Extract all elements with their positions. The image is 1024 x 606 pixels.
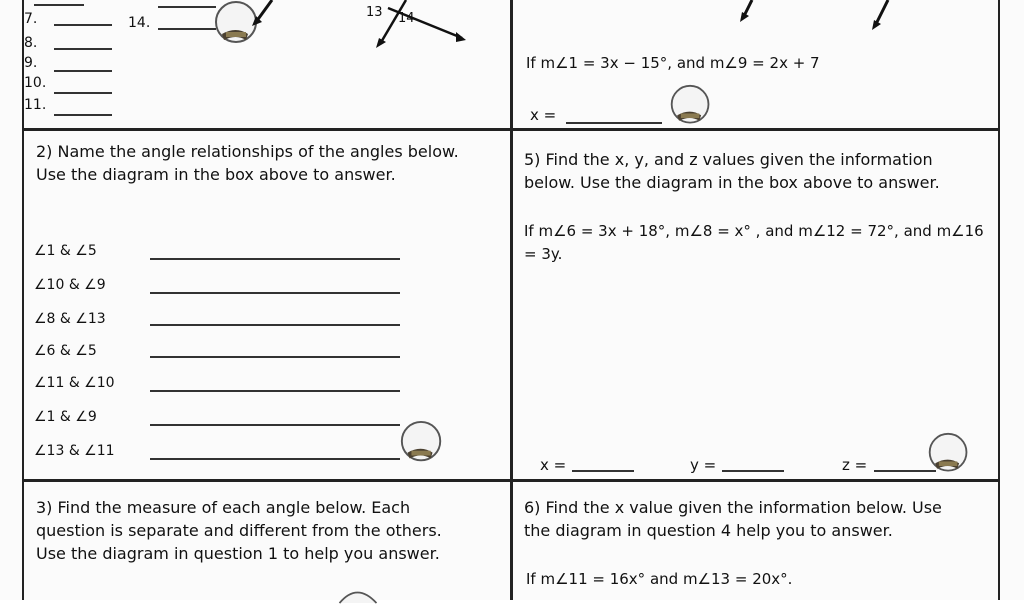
box5-y-blank[interactable]	[722, 470, 784, 472]
box5-x-label: x =	[540, 456, 567, 474]
box4-answer-blank[interactable]	[566, 122, 662, 124]
angle-pair-blank[interactable]	[150, 390, 400, 392]
answer-blank-14	[158, 28, 216, 30]
box5-prompt: 5) Find the x, y, and z values given the information below. Use the diagram in the box above to answer.	[524, 150, 940, 192]
box4-answer-label: x =	[530, 106, 557, 124]
answer-blank-10	[54, 92, 112, 94]
angle-pair-blank[interactable]	[150, 292, 400, 294]
box3-prompt: 3) Find the measure of each angle below. Each question is separate and different from the others. Use the diagram in question 1 to help you answer.	[36, 498, 442, 563]
magnifier-icon	[398, 420, 446, 468]
box1-number-label: 11.	[24, 97, 47, 113]
box1-number-label: 7.	[24, 11, 38, 27]
parallel-line-arrows	[720, 0, 910, 40]
angle-pair-label: ∠6 & ∠5	[34, 343, 97, 359]
answer-blank-9	[54, 70, 112, 72]
box5-z-label: z =	[842, 456, 868, 474]
box1-number-label: 14.	[128, 15, 151, 31]
answer-blank-7	[54, 24, 112, 26]
angle-pair-blank[interactable]	[150, 458, 400, 460]
box5-x-blank[interactable]	[572, 470, 634, 472]
answer-blank-8	[54, 48, 112, 50]
angle-pair-blank[interactable]	[150, 424, 400, 426]
answer-blank-13	[158, 6, 216, 8]
angle-pair-blank[interactable]	[150, 356, 400, 358]
grid-right-border	[998, 0, 1000, 600]
angle-pair-label: ∠8 & ∠13	[34, 311, 106, 327]
angle-label: 14	[398, 11, 415, 26]
angle-pair-blank[interactable]	[150, 258, 400, 260]
angle-pair-label: ∠10 & ∠9	[34, 277, 106, 293]
angle-pair-label: ∠11 & ∠10	[34, 375, 115, 391]
angle-pair-label: ∠13 & ∠11	[34, 443, 115, 459]
magnifier-icon	[336, 586, 380, 606]
box6-prompt: 6) Find the x value given the information below. Use the diagram in question 4 help you to answer.	[524, 498, 942, 540]
answer-blank-11	[54, 114, 112, 116]
box1-number-label: 10.	[24, 75, 47, 91]
answer-blank-6	[34, 4, 84, 6]
magnifier-icon	[926, 432, 972, 478]
box6-given: If m∠11 = 16x° and m∠13 = 20x°.	[526, 570, 793, 588]
box4-equation: If m∠1 = 3x − 15°, and m∠9 = 2x + 7	[526, 54, 820, 72]
box1-number-label: 9.	[24, 55, 38, 71]
angle-pair-label: ∠1 & ∠5	[34, 243, 97, 259]
grid-row-divider-1	[22, 128, 1000, 131]
angle-pair-blank[interactable]	[150, 324, 400, 326]
magnifier-icon	[668, 84, 714, 130]
box5-y-label: y =	[690, 456, 717, 474]
grid-center-divider	[510, 0, 513, 600]
angle-label: 13	[366, 5, 383, 20]
box5-given: If m∠6 = 3x + 18°, m∠8 = x° , and m∠12 = 72°, and m∠16 = 3y.	[524, 222, 984, 263]
angle-pair-label: ∠1 & ∠9	[34, 409, 97, 425]
transversal-diagram	[238, 0, 478, 50]
grid-row-divider-2	[22, 479, 1000, 482]
box2-prompt: 2) Name the angle relationships of the angles below. Use the diagram in the box above to answer.	[36, 142, 459, 184]
box1-number-label: 8.	[24, 35, 38, 51]
